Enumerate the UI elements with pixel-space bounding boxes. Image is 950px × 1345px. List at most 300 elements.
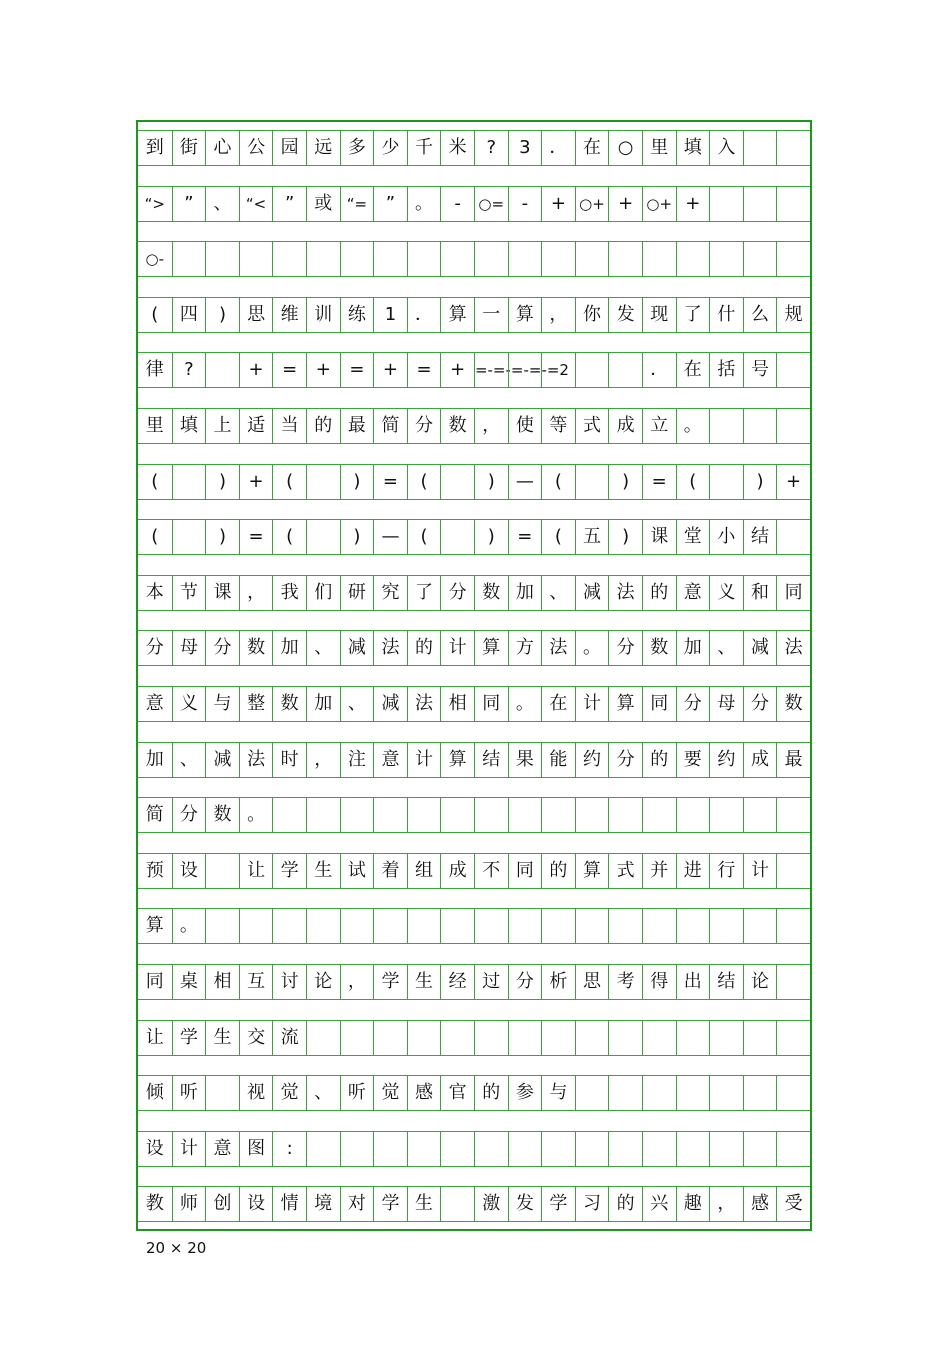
- grid-cell: 加: [306, 686, 340, 722]
- grid-cell: 意: [205, 1131, 239, 1167]
- grid-cell: ): [205, 464, 239, 500]
- grid-cell: [575, 464, 609, 500]
- grid-cell: 分: [138, 630, 172, 666]
- grid-cell: 远: [306, 130, 340, 166]
- grid-size-label: 20 × 20: [146, 1239, 207, 1257]
- grid-cell: 得: [642, 964, 676, 1000]
- grid-cell: [709, 408, 743, 444]
- grid-cell: [743, 130, 777, 166]
- grid-cell: ○+: [575, 186, 609, 222]
- grid-cell: [541, 1131, 575, 1167]
- grid-cell: 组: [407, 853, 441, 889]
- grid-cell: [575, 352, 609, 388]
- grid-cell: ): [205, 297, 239, 333]
- grid-cell: 计: [407, 742, 441, 778]
- grid-cell: ?: [474, 130, 508, 166]
- grid-cell: (: [272, 464, 306, 500]
- grid-cell: [172, 519, 206, 555]
- grid-cell: [205, 853, 239, 889]
- grid-cell: 数: [776, 686, 810, 722]
- grid-cell: [407, 241, 441, 277]
- grid-cell: ○=: [474, 186, 508, 222]
- grid-cell: 现: [642, 297, 676, 333]
- grid-cell: [172, 464, 206, 500]
- grid-cell: 算: [508, 297, 542, 333]
- grid-cell: 觉: [272, 1075, 306, 1111]
- grid-cell: [608, 352, 642, 388]
- grid-cell: 节: [172, 575, 206, 611]
- grid-cell: 和: [743, 575, 777, 611]
- grid-cell: 数: [474, 575, 508, 611]
- grid-cell: 意: [373, 742, 407, 778]
- grid-cell: 思: [239, 297, 273, 333]
- grid-cell: [575, 797, 609, 833]
- grid-cell: 同: [642, 686, 676, 722]
- grid-cell: 参: [508, 1075, 542, 1111]
- grid-cell: 算: [474, 630, 508, 666]
- grid-cell: 学: [541, 1186, 575, 1222]
- grid-cell: [776, 519, 810, 555]
- grid-cell: 算: [440, 742, 474, 778]
- grid-cell: [373, 1131, 407, 1167]
- grid-cell: 法: [239, 742, 273, 778]
- grid-cell: 生: [407, 1186, 441, 1222]
- grid-cell: [642, 797, 676, 833]
- grid-cell: 趣: [676, 1186, 710, 1222]
- grid-cell: 流: [272, 1020, 306, 1056]
- grid-cell: 学: [172, 1020, 206, 1056]
- grid-cell: [541, 797, 575, 833]
- grid-cell: (: [138, 519, 172, 555]
- grid-cell: 分: [608, 630, 642, 666]
- grid-cell: 计: [743, 853, 777, 889]
- grid-cell: +: [306, 352, 340, 388]
- grid-cell: [776, 853, 810, 889]
- grid-cell: 同: [776, 575, 810, 611]
- grid-row: [138, 1020, 810, 1056]
- grid-cell: [340, 1131, 374, 1167]
- grid-cell: 成: [440, 853, 474, 889]
- grid-cell: 结: [709, 964, 743, 1000]
- grid-cell: 与: [205, 686, 239, 722]
- grid-cell: 五: [575, 519, 609, 555]
- grid-cell: -: [508, 186, 542, 222]
- grid-cell: 讨: [272, 964, 306, 1000]
- grid-cell: 计: [575, 686, 609, 722]
- grid-cell: 心: [205, 130, 239, 166]
- grid-cell: [407, 797, 441, 833]
- grid-cell: 论: [306, 964, 340, 1000]
- grid-cell: 让: [138, 1020, 172, 1056]
- grid-row: [138, 742, 810, 778]
- grid-cell: 互: [239, 964, 273, 1000]
- grid-cell: 试: [340, 853, 374, 889]
- grid-row: [138, 964, 810, 1000]
- grid-row: [138, 797, 810, 833]
- grid-cell: [440, 1131, 474, 1167]
- grid-cell: 规: [776, 297, 810, 333]
- grid-cell: [608, 241, 642, 277]
- grid-cell: 感: [407, 1075, 441, 1111]
- grid-cell: ○-: [138, 241, 172, 277]
- grid-cell: 堂: [676, 519, 710, 555]
- grid-cell: 课: [205, 575, 239, 611]
- grid-cell: 减: [373, 686, 407, 722]
- grid-cell: [676, 1131, 710, 1167]
- grid-cell: 立: [642, 408, 676, 444]
- grid-cell: ): [608, 464, 642, 500]
- grid-cell: 号: [743, 352, 777, 388]
- grid-cell: [306, 241, 340, 277]
- grid-cell: [239, 241, 273, 277]
- grid-cell: 经: [440, 964, 474, 1000]
- grid-cell: [205, 352, 239, 388]
- grid-cell: 成: [608, 408, 642, 444]
- grid-cell: 简: [138, 797, 172, 833]
- grid-cell: =: [642, 464, 676, 500]
- grid-cell: 并: [642, 853, 676, 889]
- grid-cell: [205, 908, 239, 944]
- grid-cell: 对: [340, 1186, 374, 1222]
- grid-cell: 法: [407, 686, 441, 722]
- grid-cell: 、: [306, 630, 340, 666]
- grid-cell: [776, 130, 810, 166]
- grid-cell: 计: [440, 630, 474, 666]
- grid-cell: 考: [608, 964, 642, 1000]
- grid-cell: [508, 908, 542, 944]
- grid-cell: 最: [776, 742, 810, 778]
- grid-cell: 结: [743, 519, 777, 555]
- grid-cell: 成: [743, 742, 777, 778]
- grid-cell: —: [373, 519, 407, 555]
- grid-cell: 约: [575, 742, 609, 778]
- grid-cell: [373, 797, 407, 833]
- grid-cell: [474, 1020, 508, 1056]
- grid-cell: 适: [239, 408, 273, 444]
- grid-cell: +: [676, 186, 710, 222]
- grid-cell: [440, 908, 474, 944]
- grid-cell: 生: [306, 853, 340, 889]
- grid-cell: 入: [709, 130, 743, 166]
- grid-cell: 让: [239, 853, 273, 889]
- grid-cell: 、: [541, 575, 575, 611]
- grid-cell: 激: [474, 1186, 508, 1222]
- grid-cell: [541, 908, 575, 944]
- grid-cell: 。: [575, 630, 609, 666]
- grid-row: [138, 908, 810, 944]
- grid-cell: 数: [272, 686, 306, 722]
- grid-cell: 生: [407, 964, 441, 1000]
- grid-cell: (: [272, 519, 306, 555]
- grid-cell: 的: [608, 1186, 642, 1222]
- grid-row: [138, 186, 810, 222]
- grid-cell: [743, 1131, 777, 1167]
- grid-cell: 分: [676, 686, 710, 722]
- grid-cell: ”: [373, 186, 407, 222]
- grid-cell: 同: [474, 686, 508, 722]
- grid-cell: [709, 797, 743, 833]
- grid-row: [138, 464, 810, 500]
- grid-row: [138, 352, 810, 388]
- grid-cell: [776, 186, 810, 222]
- grid-row: [138, 408, 810, 444]
- grid-cell: 要: [676, 742, 710, 778]
- grid-cell: 一: [474, 297, 508, 333]
- grid-cell: 。: [676, 408, 710, 444]
- grid-cell: [440, 241, 474, 277]
- grid-cell: 式: [575, 408, 609, 444]
- grid-row: [138, 241, 810, 277]
- grid-cell: ): [340, 519, 374, 555]
- grid-cell: [541, 241, 575, 277]
- grid-cell: 教: [138, 1186, 172, 1222]
- grid-cell: —: [508, 464, 542, 500]
- grid-cell: [743, 186, 777, 222]
- grid-cell: 母: [172, 630, 206, 666]
- grid-cell: 里: [642, 130, 676, 166]
- grid-cell: 的: [642, 742, 676, 778]
- grid-cell: [407, 908, 441, 944]
- grid-cell: [642, 1020, 676, 1056]
- grid-cell: 了: [676, 297, 710, 333]
- grid-cell: [709, 1131, 743, 1167]
- grid-cell: [575, 241, 609, 277]
- grid-cell: [508, 1131, 542, 1167]
- grid-cell: =-=-=-=-=2: [474, 352, 508, 388]
- grid-cell: 与: [541, 1075, 575, 1111]
- grid-cell: [440, 464, 474, 500]
- grid-row: [138, 575, 810, 611]
- grid-cell: =: [407, 352, 441, 388]
- grid-cell: [676, 241, 710, 277]
- grid-cell: 听: [172, 1075, 206, 1111]
- grid-cell: [306, 908, 340, 944]
- grid-cell: +: [541, 186, 575, 222]
- grid-cell: 情: [272, 1186, 306, 1222]
- grid-cell: ．: [541, 130, 575, 166]
- grid-cell: [575, 1020, 609, 1056]
- grid-cell: [508, 797, 542, 833]
- grid-row: [138, 853, 810, 889]
- grid-cell: ，: [340, 964, 374, 1000]
- grid-cell: “=: [340, 186, 374, 222]
- grid-cell: 交: [239, 1020, 273, 1056]
- grid-cell: [676, 1020, 710, 1056]
- grid-cell: ): [608, 519, 642, 555]
- grid-cell: [776, 1131, 810, 1167]
- grid-cell: 等: [541, 408, 575, 444]
- grid-cell: [743, 908, 777, 944]
- grid-cell: 进: [676, 853, 710, 889]
- grid-cell: 园: [272, 130, 306, 166]
- grid-cell: [440, 519, 474, 555]
- grid-cell: [541, 352, 575, 388]
- grid-cell: [575, 908, 609, 944]
- grid-cell: [440, 1186, 474, 1222]
- grid-cell: ○+: [642, 186, 676, 222]
- grid-cell: 减: [205, 742, 239, 778]
- grid-cell: 义: [709, 575, 743, 611]
- grid-cell: 时: [272, 742, 306, 778]
- grid-cell: 四: [172, 297, 206, 333]
- grid-cell: 算: [138, 908, 172, 944]
- grid-cell: 计: [172, 1131, 206, 1167]
- grid-cell: [776, 797, 810, 833]
- grid-row: [138, 519, 810, 555]
- grid-cell: [776, 241, 810, 277]
- grid-cell: 数: [642, 630, 676, 666]
- grid-cell: [272, 797, 306, 833]
- grid-cell: 分: [608, 742, 642, 778]
- grid-cell: [474, 1131, 508, 1167]
- grid-cell: 习: [575, 1186, 609, 1222]
- grid-cell: 练: [340, 297, 374, 333]
- grid-row: [138, 1131, 810, 1167]
- grid-cell: [709, 1075, 743, 1111]
- grid-cell: 的: [407, 630, 441, 666]
- grid-cell: 数: [440, 408, 474, 444]
- grid-cell: 约: [709, 742, 743, 778]
- grid-cell: [608, 908, 642, 944]
- grid-cell: 听: [340, 1075, 374, 1111]
- grid-cell: (: [138, 464, 172, 500]
- grid-cell: 数: [205, 797, 239, 833]
- grid-cell: 。: [508, 686, 542, 722]
- grid-cell: 分: [407, 408, 441, 444]
- grid-cell: 什: [709, 297, 743, 333]
- grid-cell: 设: [239, 1186, 273, 1222]
- grid-cell: 。: [172, 908, 206, 944]
- grid-cell: 数: [239, 630, 273, 666]
- grid-cell: =: [340, 352, 374, 388]
- grid-cell: [676, 908, 710, 944]
- grid-cell: 分: [172, 797, 206, 833]
- grid-cell: 母: [709, 686, 743, 722]
- grid-cell: “>: [138, 186, 172, 222]
- grid-cell: 分: [743, 686, 777, 722]
- grid-cell: [776, 908, 810, 944]
- grid-cell: [676, 797, 710, 833]
- grid-cell: 3: [508, 130, 542, 166]
- grid-cell: =: [272, 352, 306, 388]
- grid-cell: =: [373, 464, 407, 500]
- grid-cell: 学: [272, 853, 306, 889]
- grid-cell: 使: [508, 408, 542, 444]
- grid-cell: 1: [373, 297, 407, 333]
- grid-cell: 律: [138, 352, 172, 388]
- grid-cell: [642, 1075, 676, 1111]
- grid-cell: 减: [743, 630, 777, 666]
- grid-cell: 米: [440, 130, 474, 166]
- grid-cell: ”: [272, 186, 306, 222]
- grid-cell: 倾: [138, 1075, 172, 1111]
- grid-row: [138, 686, 810, 722]
- grid-cell: 不: [474, 853, 508, 889]
- grid-cell: 究: [373, 575, 407, 611]
- grid-cell: +: [440, 352, 474, 388]
- grid-cell: [575, 1075, 609, 1111]
- grid-cell: 设: [172, 853, 206, 889]
- grid-cell: 加: [272, 630, 306, 666]
- grid-cell: [239, 908, 273, 944]
- grid-cell: [340, 1020, 374, 1056]
- grid-cell: [474, 797, 508, 833]
- grid-cell: 相: [205, 964, 239, 1000]
- grid-cell: [743, 1075, 777, 1111]
- grid-cell: [373, 908, 407, 944]
- grid-cell: 课: [642, 519, 676, 555]
- grid-cell: [776, 352, 810, 388]
- grid-cell: [272, 908, 306, 944]
- grid-cell: [642, 1131, 676, 1167]
- grid-cell: 们: [306, 575, 340, 611]
- grid-cell: [642, 241, 676, 277]
- grid-cell: 意: [676, 575, 710, 611]
- grid-cell: 街: [172, 130, 206, 166]
- grid-cell: ): [340, 464, 374, 500]
- grid-cell: (: [541, 519, 575, 555]
- grid-cell: ): [743, 464, 777, 500]
- grid-cell: [440, 1020, 474, 1056]
- grid-cell: 预: [138, 853, 172, 889]
- grid-cell: [508, 241, 542, 277]
- grid-cell: [642, 908, 676, 944]
- grid-cell: ．: [642, 352, 676, 388]
- grid-cell: 的: [642, 575, 676, 611]
- grid-cell: 我: [272, 575, 306, 611]
- grid-cell: [743, 1020, 777, 1056]
- grid-cell: 在: [575, 130, 609, 166]
- grid-cell: ”: [172, 186, 206, 222]
- grid-cell: 小: [709, 519, 743, 555]
- grid-cell: 着: [373, 853, 407, 889]
- grid-cell: 算: [575, 853, 609, 889]
- grid-cell: -: [440, 186, 474, 222]
- grid-cell: [709, 1020, 743, 1056]
- grid-cell: ，: [239, 575, 273, 611]
- grid-cell: 视: [239, 1075, 273, 1111]
- grid-cell: [608, 797, 642, 833]
- grid-cell: 整: [239, 686, 273, 722]
- grid-row: [138, 130, 810, 166]
- grid-cell: ，: [306, 742, 340, 778]
- grid-cell: 算: [608, 686, 642, 722]
- grid-cell: (: [407, 464, 441, 500]
- grid-cell: 分: [440, 575, 474, 611]
- grid-cell: +: [776, 464, 810, 500]
- grid-cell: 分: [205, 630, 239, 666]
- grid-cell: 同: [508, 853, 542, 889]
- grid-cell: 的: [306, 408, 340, 444]
- grid-cell: (: [541, 464, 575, 500]
- grid-cell: 你: [575, 297, 609, 333]
- grid-cell: 、: [709, 630, 743, 666]
- grid-cell: +: [239, 352, 273, 388]
- grid-cell: 公: [239, 130, 273, 166]
- grid-cell: [776, 1020, 810, 1056]
- grid-cell: “<: [239, 186, 273, 222]
- grid-cell: 受: [776, 1186, 810, 1222]
- grid-cell: =: [239, 519, 273, 555]
- grid-row: [138, 1075, 810, 1111]
- grid-cell: 发: [608, 297, 642, 333]
- grid-cell: ): [474, 519, 508, 555]
- grid-cell: [474, 908, 508, 944]
- grid-cell: 生: [205, 1020, 239, 1056]
- grid-cell: ，: [541, 297, 575, 333]
- grid-cell: 当: [272, 408, 306, 444]
- grid-cell: 桌: [172, 964, 206, 1000]
